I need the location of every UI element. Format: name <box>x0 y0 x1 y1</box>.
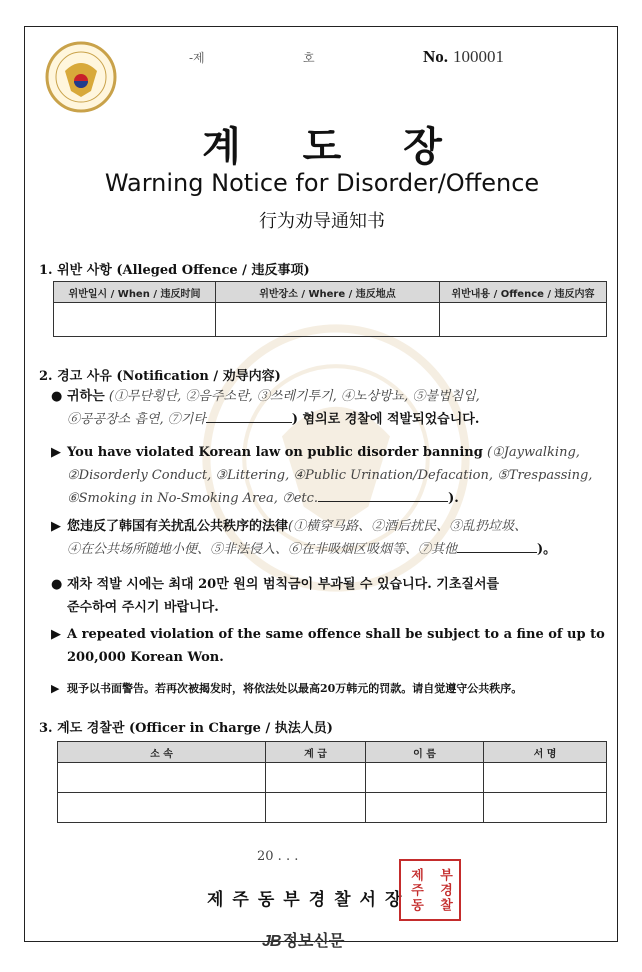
rank-field[interactable] <box>266 793 366 823</box>
serial-prefix: -제 <box>189 51 205 65</box>
col-where: 위반장소 / Where / 违反地点 <box>216 282 440 303</box>
circle-bullet-icon: ● <box>51 577 63 592</box>
name-field[interactable] <box>366 763 484 793</box>
source-logo-mark: JB <box>262 933 281 950</box>
seal-text: 부경찰 <box>437 867 452 913</box>
seal-text: 제주동 <box>408 867 423 913</box>
document-number-label: No. <box>423 47 449 66</box>
title-english: Warning Notice for Disorder/Offence <box>104 169 540 197</box>
section3-heading: 3. 계도 경찰관 (Officer in Charge / 执法人员) <box>39 721 333 736</box>
issuing-authority: 제주동부경찰서장 <box>207 890 411 910</box>
col-offence: 위반내용 / Offence / 违反内容 <box>440 282 607 303</box>
other-ko-blank[interactable] <box>206 409 292 423</box>
source-logo <box>262 928 344 951</box>
issue-date: 20 . . . <box>257 849 299 864</box>
col-signature: 서 명 <box>484 742 607 763</box>
document-number: 100001 <box>453 47 504 66</box>
other-zh-blank[interactable] <box>457 539 537 553</box>
offence-table <box>53 281 607 337</box>
notice-english: ▶ You have violated Korean law on public disorder banning (①Jaywalking, ②Disorderly Conduct, ③Littering, ④Public Urination/Defacation, ⑤Trespassing, ⑥Smoking in No-Smoking Area, ⑦etc. ). <box>51 441 611 510</box>
police-emblem-icon <box>45 41 117 113</box>
warning-notice-document <box>24 26 618 942</box>
rank-field[interactable] <box>266 763 366 793</box>
col-name: 이 름 <box>366 742 484 763</box>
official-seal <box>399 859 461 921</box>
affiliation-field[interactable] <box>58 793 266 823</box>
triangle-bullet-icon: ▶ <box>51 519 61 534</box>
col-rank: 계 급 <box>266 742 366 763</box>
col-affiliation: 소 속 <box>58 742 266 763</box>
section1-heading: 1. 위반 사항 (Alleged Offence / 违反事项) <box>39 263 310 278</box>
circle-bullet-icon: ● <box>51 389 63 404</box>
when-field[interactable] <box>54 303 216 337</box>
fine-korean: ● 재차 적발 시에는 최대 20만 원의 범칙금이 부과될 수 있습니다. 기초질서를 준수하여 주시기 바랍니다. <box>51 573 611 619</box>
notice-chinese: ▶ 您违反了韩国有关扰乱公共秩序的法律(①横穿马路、②酒后扰民、③乱扔垃圾、 ④在公共场所随地小便、⑤非法侵入、⑥在非吸烟区吸烟等、⑦其他 )。 <box>51 515 611 561</box>
officer-table <box>57 741 607 823</box>
triangle-bullet-icon: ▶ <box>51 682 60 695</box>
signature-field[interactable] <box>484 793 607 823</box>
section2-heading: 2. 경고 사유 (Notification / 劝导内容) <box>39 369 281 384</box>
fine-chinese: ▶ 现予以书面警告。若再次被揭发时，将依法处以最高20万韩元的罚款。请自觉遵守公共秩序。 <box>51 677 611 700</box>
name-field[interactable] <box>366 793 484 823</box>
col-when: 위반일시 / When / 违反时间 <box>54 282 216 303</box>
triangle-bullet-icon: ▶ <box>51 445 61 460</box>
triangle-bullet-icon: ▶ <box>51 627 61 642</box>
source-logo-text: 정보신문 <box>282 931 345 950</box>
where-field[interactable] <box>216 303 440 337</box>
offence-field[interactable] <box>440 303 607 337</box>
signature-field[interactable] <box>484 763 607 793</box>
notice-korean: ● 귀하는 (①무단횡단, ②음주소란, ③쓰레기투기, ④노상방뇨, ⑤불법침입, ⑥공공장소 흡연, ⑦기타 ) 혐의로 경찰에 적발되었습니다. <box>51 385 611 431</box>
affiliation-field[interactable] <box>58 763 266 793</box>
title-korean: 계 도 장 <box>202 123 466 170</box>
fine-english: ▶ A repeated violation of the same offence shall be subject to a fine of up to 200,000 Korean Won. <box>51 623 611 669</box>
serial-suffix: 호 <box>303 51 315 65</box>
other-en-blank[interactable] <box>318 488 448 502</box>
title-chinese: 行为劝导通知书 <box>259 211 385 232</box>
